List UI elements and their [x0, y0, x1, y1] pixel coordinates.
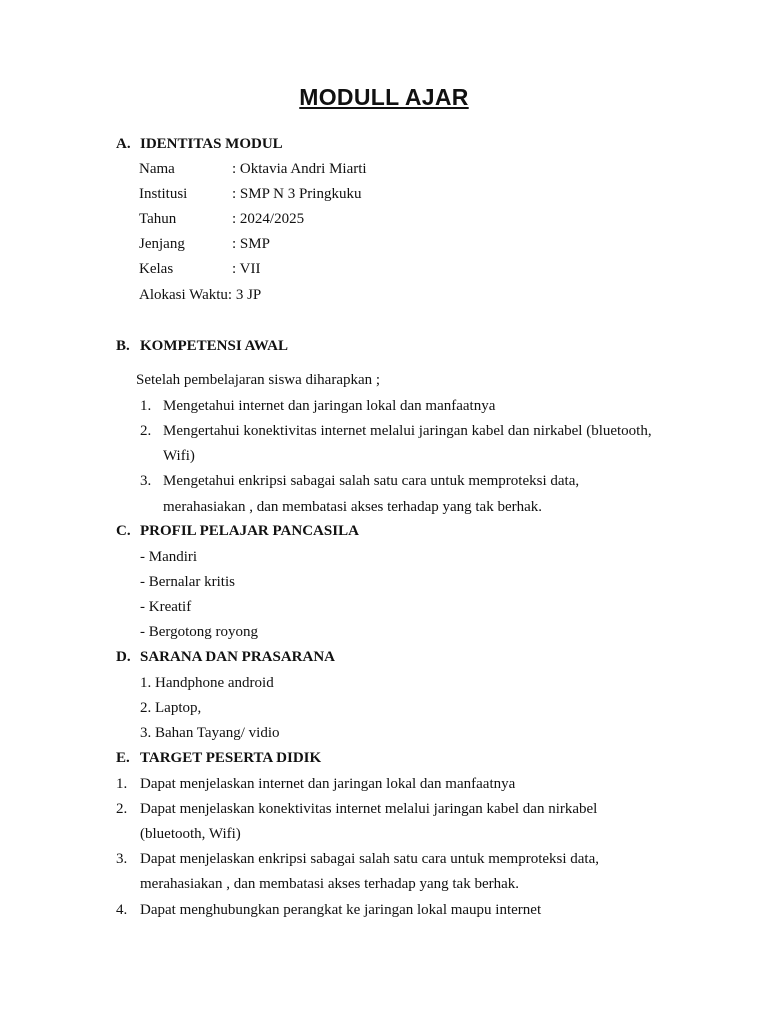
target-item-text: Dapat menjelaskan konektivitas internet melalui jaringan kabel dan nirkabel — [140, 801, 598, 817]
target-item-text: Dapat menghubungkan perangkat ke jaringan lokal maupu internet — [140, 902, 542, 918]
identity-value-jenjang: : SMP — [232, 236, 270, 252]
target-item-number: 3. — [116, 851, 128, 867]
profile-item: - Bernalar kritis — [140, 574, 235, 590]
list-item-text-cont: Wifi) — [163, 448, 195, 464]
list-item-text: Mengertahui konektivitas internet melalui jaringan kabel dan nirkabel (bluetooth, — [163, 423, 652, 439]
section-c-heading: PROFIL PELAJAR PANCASILA — [140, 523, 359, 539]
identity-value-kelas: : VII — [232, 261, 261, 277]
identity-alokasi-waktu: Alokasi Waktu: 3 JP — [139, 287, 262, 303]
list-item-text: Mengetahui enkripsi sabagai salah satu cara untuk memproteksi data, — [163, 473, 580, 489]
document-title: MODULL AJAR — [299, 84, 469, 110]
section-b-letter: B. — [116, 338, 130, 354]
section-b-intro: Setelah pembelajaran siswa diharapkan ; — [136, 372, 381, 388]
section-a-heading: IDENTITAS MODUL — [140, 136, 283, 152]
list-item-number: 2. — [140, 423, 152, 439]
identity-label-jenjang: Jenjang — [139, 236, 185, 252]
target-item-text-cont: (bluetooth, Wifi) — [140, 826, 241, 842]
section-e-letter: E. — [116, 750, 130, 766]
list-item-text: Mengetahui internet dan jaringan lokal dan manfaatnya — [163, 398, 496, 414]
identity-value-nama: : Oktavia Andri Miarti — [232, 161, 367, 177]
identity-label-tahun: Tahun — [139, 211, 177, 227]
target-item-text: Dapat menjelaskan internet dan jaringan lokal dan manfaatnya — [140, 776, 516, 792]
profile-item: - Kreatif — [140, 599, 192, 615]
facility-item: 2. Laptop, — [140, 700, 202, 716]
target-item-number: 2. — [116, 801, 128, 817]
target-item-number: 4. — [116, 902, 128, 918]
section-d-heading: SARANA DAN PRASARANA — [140, 649, 336, 665]
profile-item: - Mandiri — [140, 549, 198, 565]
section-e-heading: TARGET PESERTA DIDIK — [140, 750, 322, 766]
facility-item: 3. Bahan Tayang/ vidio — [140, 725, 280, 741]
identity-value-institusi: : SMP N 3 Pringkuku — [232, 186, 362, 202]
list-item-text-cont: merahasiakan , dan membatasi akses terhadap yang tak berhak. — [163, 499, 543, 515]
identity-label-institusi: Institusi — [139, 186, 188, 202]
target-item-text-cont: merahasiakan , dan membatasi akses terhadap yang tak berhak. — [140, 876, 520, 892]
list-item-number: 1. — [140, 398, 152, 414]
identity-value-tahun: : 2024/2025 — [232, 211, 305, 227]
target-item-text: Dapat menjelaskan enkripsi sabagai salah satu cara untuk memproteksi data, — [140, 851, 600, 867]
section-c-letter: C. — [116, 523, 131, 539]
identity-label-nama: Nama — [139, 161, 175, 177]
identity-label-kelas: Kelas — [139, 261, 174, 277]
target-item-number: 1. — [116, 776, 128, 792]
section-b-heading: KOMPETENSI AWAL — [140, 338, 288, 354]
facility-item: 1. Handphone android — [140, 675, 274, 691]
profile-item: - Bergotong royong — [140, 624, 259, 640]
section-a-letter: A. — [116, 136, 131, 152]
section-d-letter: D. — [116, 649, 131, 665]
list-item-number: 3. — [140, 473, 152, 489]
